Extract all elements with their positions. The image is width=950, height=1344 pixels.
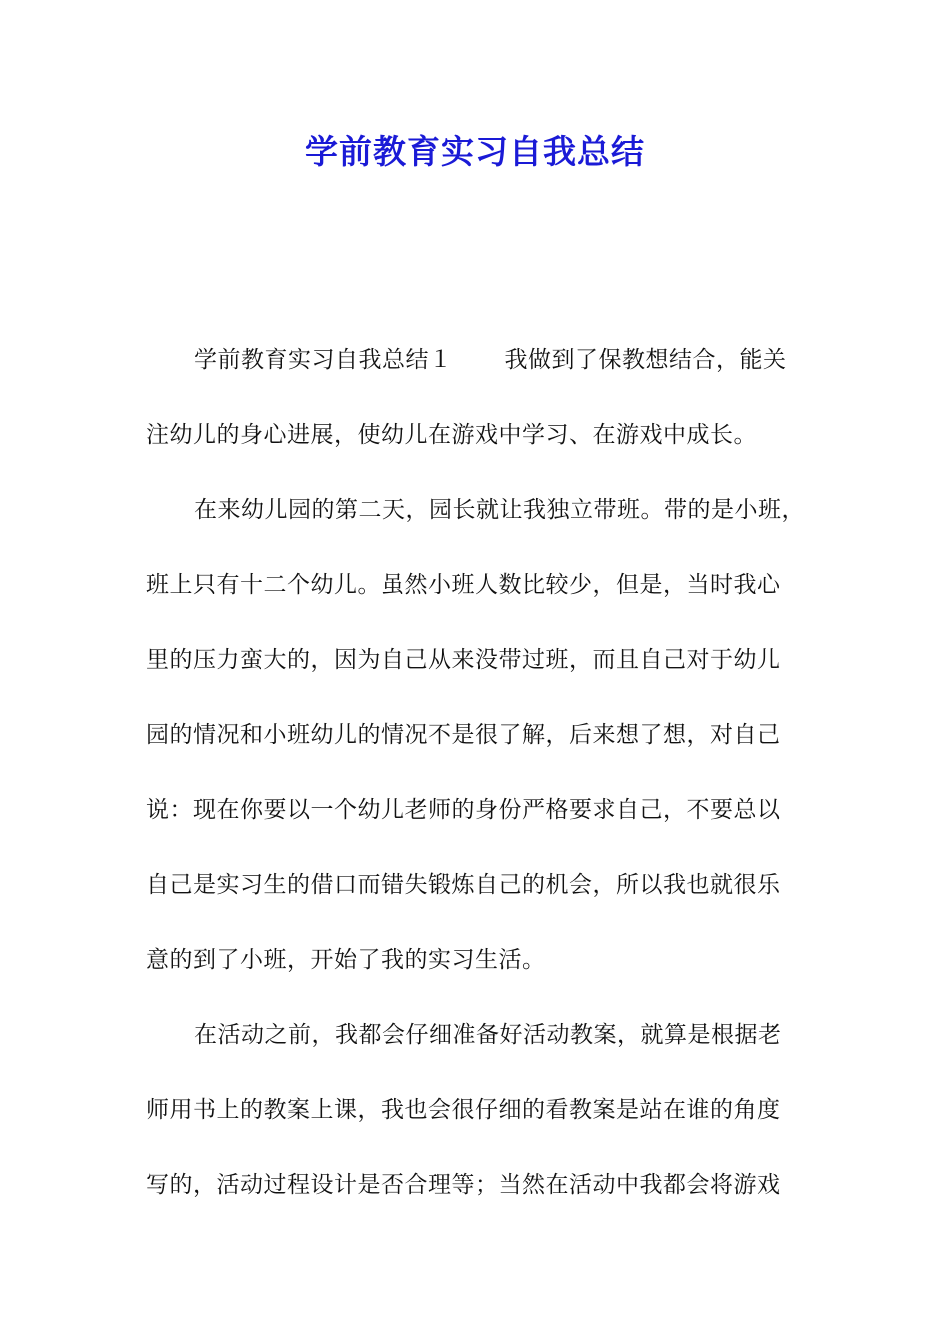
paragraph-line: 写的，活动过程设计是否合理等；当然在活动中我都会将游戏 xyxy=(146,1172,781,1198)
paragraph-line: 注幼儿的身心进展，使幼儿在游戏中学习、在游戏中成长。 xyxy=(146,422,757,448)
paragraph-text: 我做到了保教想结合，能关 xyxy=(504,347,787,373)
paragraph-line: 班上只有十二个幼儿。虽然小班人数比较少，但是，当时我心 xyxy=(146,572,781,598)
paragraph-line xyxy=(194,345,787,375)
document-title: 学前教育实习自我总结 xyxy=(305,132,645,171)
paragraph-line: 师用书上的教案上课，我也会很仔细的看教案是站在谁的角度 xyxy=(146,1097,781,1123)
paragraph-line: 里的压力蛮大的，因为自己从来没带过班，而且自己对于幼儿 xyxy=(146,647,781,673)
paragraph-line: 说：现在你要以一个幼儿老师的身份严格要求自己，不要总以 xyxy=(146,797,781,823)
paragraph-line: 园的情况和小班幼儿的情况不是很了解，后来想了想，对自己 xyxy=(146,722,781,748)
paragraph-line: 在来幼儿园的第二天，园长就让我独立带班。带的是小班， xyxy=(194,497,805,523)
paragraph-line: 意的到了小班，开始了我的实习生活。 xyxy=(146,947,546,973)
section-heading: 学前教育实习自我总结１ xyxy=(194,347,453,373)
paragraph-line: 在活动之前，我都会仔细准备好活动教案，就算是根据老 xyxy=(194,1022,782,1048)
paragraph-line: 自己是实习生的借口而错失锻炼自己的机会，所以我也就很乐 xyxy=(146,872,781,898)
